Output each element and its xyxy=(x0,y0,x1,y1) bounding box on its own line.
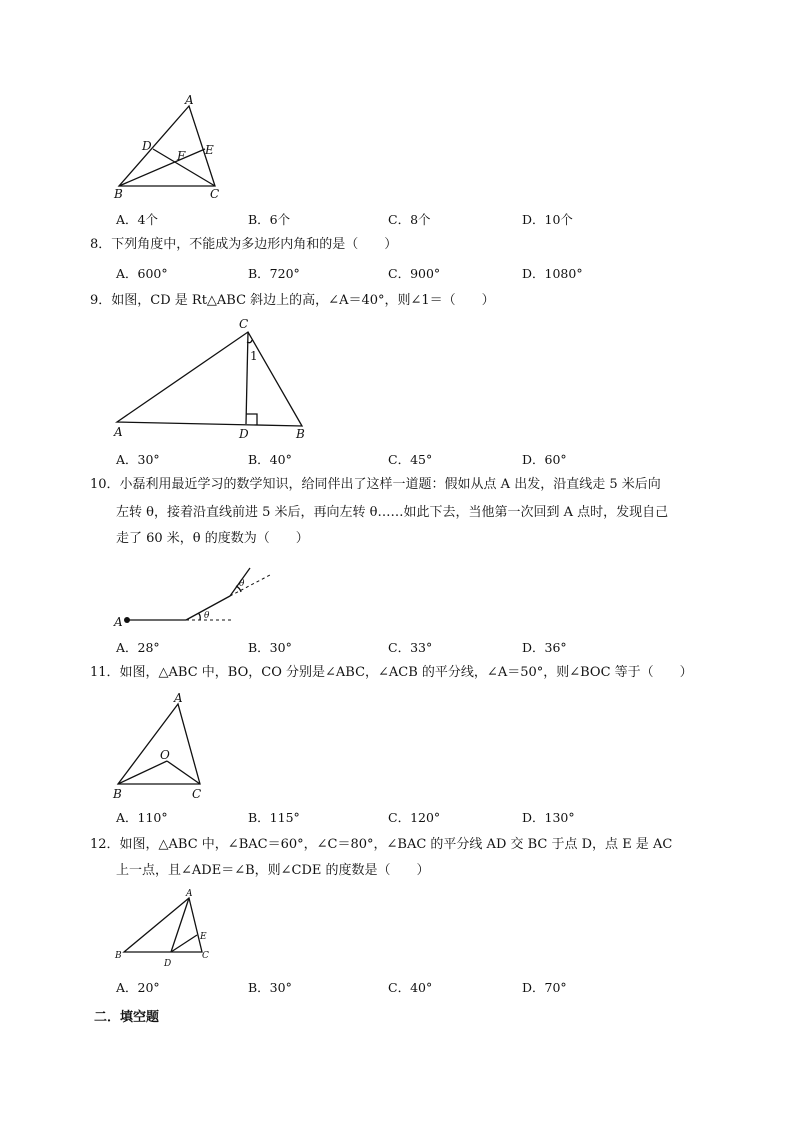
q7-option-a[interactable]: A．4个 xyxy=(116,212,158,227)
label-theta-2: θ xyxy=(239,579,245,589)
label-a: A xyxy=(186,889,193,899)
q10-option-a[interactable]: A．28° xyxy=(116,640,160,655)
q12-option-d[interactable]: D．70° xyxy=(522,980,567,995)
label-c: C xyxy=(202,951,209,961)
label-f: F xyxy=(177,149,186,163)
q8-option-b[interactable]: B．720° xyxy=(248,266,300,281)
right-angle-mark xyxy=(246,414,257,425)
q9-option-d[interactable]: D．60° xyxy=(522,452,567,467)
segment-de xyxy=(171,935,197,952)
label-d: D xyxy=(142,139,152,153)
q9-question: 9．如图，CD 是 Rt△ABC 斜边上的高，∠A＝40°，则∠1＝（ ） xyxy=(90,293,495,308)
bisector-bo xyxy=(118,761,167,784)
q10-option-c[interactable]: C．33° xyxy=(388,640,433,655)
q7-figure xyxy=(110,92,230,204)
label-b: B xyxy=(114,187,123,201)
triangle-abc xyxy=(117,332,302,426)
q11-question: 11．如图，△ABC 中，BO，CO 分别是∠ABC，∠ACB 的平分线，∠A＝50°，则∠BOC 等于（ ） xyxy=(90,665,693,680)
q11-option-a[interactable]: A．110° xyxy=(116,810,168,825)
theta-arc-1 xyxy=(198,613,200,620)
label-c: C xyxy=(210,187,220,201)
q7-option-d[interactable]: D．10个 xyxy=(522,212,573,227)
q7-option-c[interactable]: C．8个 xyxy=(388,212,431,227)
q10-option-b[interactable]: B．30° xyxy=(248,640,292,655)
label-theta-1: θ xyxy=(204,611,210,621)
triangle-abc xyxy=(124,898,202,952)
label-d: D xyxy=(239,427,249,441)
label-d: D xyxy=(164,959,172,969)
q11-option-b[interactable]: B．115° xyxy=(248,810,300,825)
label-a: A xyxy=(174,691,183,705)
q8-question: 8．下列角度中，不能成为多边形内角和的是（ ） xyxy=(90,237,398,252)
q9-figure xyxy=(110,316,310,444)
label-b: B xyxy=(115,951,122,961)
q9-option-c[interactable]: C．45° xyxy=(388,452,433,467)
q7-option-b[interactable]: B．6个 xyxy=(248,212,291,227)
q10-line-3: 走了 60 米，θ 的度数为（ ） xyxy=(116,531,309,546)
label-e: E xyxy=(205,143,214,157)
q12-option-c[interactable]: C．40° xyxy=(388,980,433,995)
q12-line-2: 上一点，且∠ADE＝∠B，则∠CDE 的度数是（ ） xyxy=(116,863,430,878)
triangle-abc xyxy=(118,704,200,784)
q9-option-a[interactable]: A．30° xyxy=(116,452,160,467)
label-e: E xyxy=(200,932,207,942)
q10-figure xyxy=(112,562,282,632)
q12-line-1: 12．如图，△ABC 中，∠BAC＝60°，∠C＝80°，∠BAC 的平分线 AD 交 BC 于点 D，点 E 是 AC xyxy=(90,837,673,852)
q12-figure xyxy=(112,886,222,970)
altitude-cd xyxy=(246,332,248,424)
label-a: A xyxy=(185,93,194,107)
label-a: A xyxy=(114,425,123,439)
q11-option-c[interactable]: C．120° xyxy=(388,810,441,825)
triangle-abc xyxy=(119,106,215,186)
label-a: A xyxy=(114,615,123,629)
label-b: B xyxy=(113,787,122,801)
label-o: O xyxy=(160,748,170,762)
q10-option-d[interactable]: D．36° xyxy=(522,640,567,655)
q12-option-a[interactable]: A．20° xyxy=(116,980,160,995)
q11-option-d[interactable]: D．130° xyxy=(522,810,575,825)
label-b: B xyxy=(296,427,305,441)
q8-option-d[interactable]: D．1080° xyxy=(522,266,583,281)
q9-option-b[interactable]: B．40° xyxy=(248,452,292,467)
q10-line-2: 左转 θ，接着沿直线前进 5 米后，再向左转 θ……如此下去，当他第一次回到 A 点时，发现自己 xyxy=(116,505,669,520)
q8-option-c[interactable]: C．900° xyxy=(388,266,441,281)
q12-option-b[interactable]: B．30° xyxy=(248,980,292,995)
label-c: C xyxy=(239,317,249,331)
q8-option-a[interactable]: A．600° xyxy=(116,266,168,281)
section-heading-fill-in: 二．填空题 xyxy=(94,1010,160,1025)
q10-line-1: 10．小磊利用最近学习的数学知识，给同伴出了这样一道题：假如从点 A 出发，沿直线走 5 米后向 xyxy=(90,477,661,492)
label-c: C xyxy=(192,787,202,801)
extension-2 xyxy=(230,575,270,596)
q11-figure xyxy=(110,690,210,802)
label-1: 1 xyxy=(250,349,258,363)
